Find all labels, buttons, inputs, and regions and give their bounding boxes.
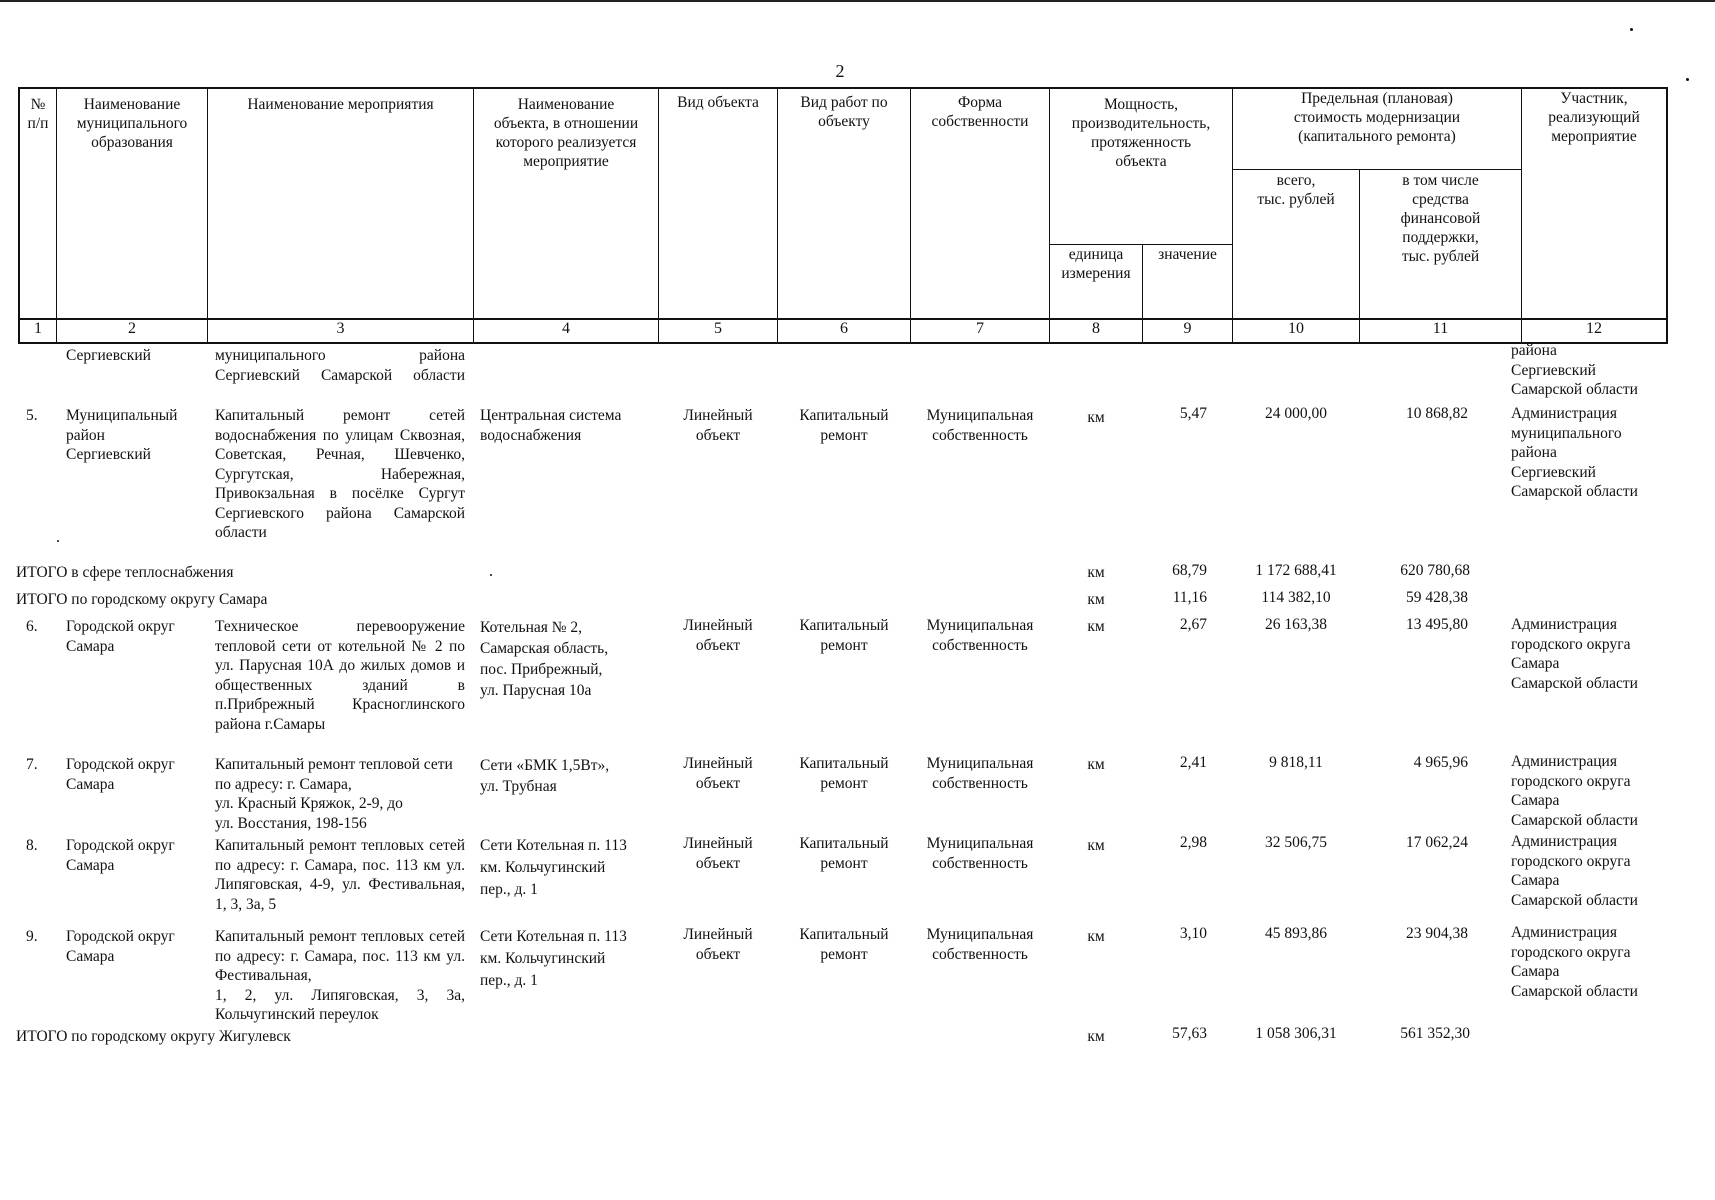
column-number: 3 [336,320,345,337]
row-ownership: Муниципальная собственность [926,617,1034,654]
row-unit: км [1087,409,1105,426]
row-work: Капитальный ремонт [799,617,889,654]
row-work: Капитальный ремонт [799,755,889,792]
scan-top-edge [0,0,1715,2]
total-value: 68,79 [1172,562,1207,579]
row-value: 2,67 [1179,616,1207,633]
row-total: 24 000,00 [1265,405,1327,422]
row-event: Капитальный ремонт тепловых сетей по адресу: г. Самара, пос. 113 км ул. Липяговская, 4-9, ул. Фестивальная, 1, 3, 3а, 5 [215,837,465,913]
row-total: 26 163,38 [1265,616,1327,633]
row-unit: км [1087,756,1105,773]
column-number: 4 [562,320,570,337]
total-support: 59 428,38 [1406,589,1468,606]
row-object: Центральная система водоснабжения [480,407,622,444]
row-kind: Линейный объект [683,407,753,444]
row-number: 9. [26,928,38,945]
row-work: Капитальный ремонт [799,926,889,963]
header-participant: Участник, реализующий мероприятие [1548,90,1640,145]
header-cost: Предельная (плановая) стоимость модернизации (капитального ремонта) [1293,90,1461,145]
header-work-kind: Вид работ по объекту [800,94,888,130]
column-number: 10 [1288,320,1304,337]
total-cost: 1 058 306,31 [1255,1025,1337,1042]
row-number: 6. [26,618,38,635]
row-ownership: Муниципальная собственность [926,926,1034,963]
column-number: 9 [1183,320,1192,337]
column-number: 1 [34,320,42,337]
total-label: ИТОГО по городскому округу Жигулевск [16,1028,291,1045]
scan-speck [1630,28,1633,31]
column-number: 11 [1432,320,1449,337]
row-number: 7. [26,756,38,773]
header-object-name: Наименование объекта, в отношении которого реализуется мероприятие [493,96,639,170]
scan-speck [1686,78,1689,81]
header-cost-total: всего, тыс. рублей [1257,172,1335,208]
total-value: 57,63 [1172,1025,1207,1042]
row-kind: Линейный объект [683,755,753,792]
row-ownership: Муниципальная собственность [926,755,1034,792]
total-cost: 1 172 688,41 [1255,562,1337,579]
row-support: 23 904,38 [1406,925,1468,942]
row-municipality: Городской округ Самара [66,928,175,965]
header-ownership: Форма собственности [931,94,1029,130]
total-support: 561 352,30 [1400,1025,1470,1042]
row-number: 8. [26,837,38,854]
header-capacity: Мощность, производительность, протяженность объекта [1071,96,1211,170]
row-event: Техническое перевооружение тепловой сети от котельной № 2 по ул. Парусная 10А до жилых домов и общественных зданий в п.Прибрежный Красноглинского района г.Самары [215,618,465,733]
row-municipality: Городской округ Самара [66,756,175,793]
total-label: ИТОГО по городскому округу Самара [16,591,268,608]
row-ownership: Муниципальная собственность [926,835,1034,872]
row-event: Капитальный ремонт тепловых сетей по адресу: г. Самара, пос. 113 км ул. Фестивальная, 1, 2, ул. Липяговская, 3, 3а, Кольчугинский переулок [215,928,465,1023]
column-number: 8 [1092,320,1100,337]
row-support: 10 868,82 [1406,405,1468,422]
total-unit: км [1087,591,1105,608]
header-object-kind: Вид объекта [677,94,759,111]
row-support: 4 965,96 [1413,754,1468,771]
row-unit: км [1087,837,1105,854]
row-total: 45 893,86 [1265,925,1327,942]
column-number: 7 [976,320,984,337]
row-object: Сети Котельная п. 113 км. Кольчугинский пер., д. 1 [480,837,627,898]
total-unit: км [1087,564,1105,581]
cont-participant: района Сергиевский Самарской области [1511,342,1638,398]
row-object: Котельная № 2, Самарская область, пос. Прибрежный, ул. Парусная 10а [480,619,609,699]
row-unit: км [1087,928,1105,945]
cont-municipality: Сергиевский [66,347,151,364]
column-number: 2 [128,320,136,337]
row-event: Капитальный ремонт сетей водоснабжения по улицам Сквозная, Советская, Речная, Шевченко, Сургутская, Набережная, Привокзальная в посёлке Сургут Сергиевского района Самарской области [215,407,465,541]
row-kind: Линейный объект [683,835,753,872]
row-municipality: Городской округ Самара [66,837,175,874]
row-total: 9 818,11 [1269,754,1323,771]
header-unit: единица измерения [1061,246,1131,282]
column-number: 5 [714,320,722,337]
row-value: 2,98 [1179,834,1207,851]
row-number: 5. [26,407,38,424]
row-ownership: Муниципальная собственность [926,407,1034,444]
header-event: Наименование мероприятия [247,96,434,113]
row-work: Капитальный ремонт [799,407,889,444]
row-participant: Администрация городского округа Самара Самарской области [1511,924,1638,1000]
row-object: Сети Котельная п. 113 км. Кольчугинский пер., д. 1 [480,928,627,989]
page-number: 2 [835,61,845,81]
header-municipality: Наименование муниципального образования [76,96,188,151]
column-number: 12 [1586,320,1602,337]
table-header [18,87,1668,343]
row-municipality: Городской округ Самара [66,618,175,655]
total-unit: км [1087,1028,1105,1045]
row-kind: Линейный объект [683,617,753,654]
total-support: 620 780,68 [1400,562,1470,579]
row-municipality: Муниципальный район Сергиевский [66,407,178,463]
row-unit: км [1087,618,1105,635]
row-work: Капитальный ремонт [799,835,889,872]
row-participant: Администрация городского округа Самара Самарской области [1511,753,1638,829]
scan-speck [490,574,492,576]
row-value: 5,47 [1179,405,1207,422]
row-event: Капитальный ремонт тепловой сети по адресу: г. Самара, ул. Красный Кряжок, 2-9, до ул. Восстания, 198-156 [215,756,453,832]
row-value: 2,41 [1179,754,1207,771]
row-participant: Администрация муниципального района Сергиевский Самарской области [1511,405,1638,500]
header-value: значение [1158,246,1217,263]
row-participant: Администрация городского округа Самара Самарской области [1511,616,1638,692]
total-label: ИТОГО в сфере теплоснабжения [16,564,234,581]
total-value: 11,16 [1172,589,1207,606]
row-total: 32 506,75 [1265,834,1327,851]
scan-speck [57,540,59,542]
row-value: 3,10 [1179,925,1207,942]
row-participant: Администрация городского округа Самара Самарской области [1511,833,1638,909]
header-cost-support: в том числе средства финансовой поддержки, тыс. рублей [1400,172,1481,265]
cont-event [215,346,465,385]
column-number: 6 [840,320,848,337]
row-kind: Линейный объект [683,926,753,963]
row-support: 13 495,80 [1406,616,1468,633]
row-support: 17 062,24 [1406,834,1468,851]
total-cost: 114 382,10 [1261,589,1331,606]
cont-event-text: муниципального района Сергиевский Самарской области [215,347,465,384]
row-object: Сети «БМК 1,5Вт», ул. Трубная [480,757,610,795]
header-num: № п/п [27,96,49,132]
